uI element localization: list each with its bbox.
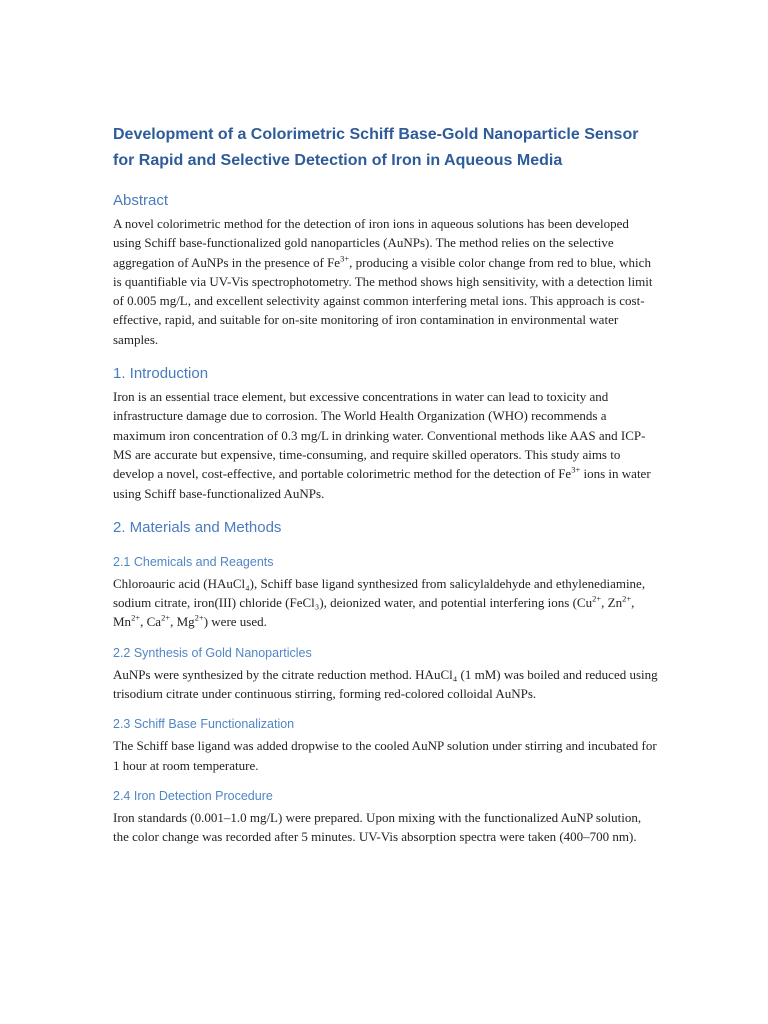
s21-text-d: , Ca bbox=[140, 614, 162, 630]
charge-superscript: 2+ bbox=[131, 613, 141, 624]
section-2-4-heading: 2.4 Iron Detection Procedure bbox=[113, 788, 273, 803]
abstract-heading: Abstract bbox=[113, 192, 169, 209]
s21-text-a: Chloroauric acid (HAuCl₄), Schiff base ligand synthesized from salicylaldehyde and ethylenediamine, sodium citrate, iron(III) chloride (FeCl₃), deionized water, and potential interfering ions (Cu bbox=[113, 575, 646, 611]
section-2-2-heading: 2.2 Synthesis of Gold Nanoparticles bbox=[113, 645, 312, 660]
abstract-text-a: A novel colorimetric method for the detection of iron ions in aqueous solutions has been developed using Schiff base-functionalized gold nanoparticles (AuNPs). The method relies on the selective aggregation of AuNPs in the presence of Fe bbox=[113, 216, 629, 270]
section-2-1-paragraph bbox=[113, 574, 658, 632]
introduction-paragraph bbox=[113, 387, 658, 503]
charge-superscript: 2+ bbox=[592, 593, 602, 604]
intro-text-a: Iron is an essential trace element, but excessive concentrations in water can lead to toxicity and infrastructure damage due to corrosion. The World Health Organization (WHO) recommends a maximum iron concentration of 0.3 mg/L in drinking water. Conventional methods like AAS and ICP-MS are accurate but expensive, time-consuming, and require skilled operators. This study aims to develop a novel, cost-effective, and portable colorimetric method for the detection of Fe bbox=[113, 389, 646, 482]
fe-charge-superscript: 3+ bbox=[340, 253, 350, 264]
section-2-4-paragraph: Iron standards (0.001–1.0 mg/L) were prepared. Upon mixing with the functionalized AuNP solution, the color change was recorded after 5 minutes. UV-Vis absorption spectra were taken (400–700 nm). bbox=[113, 809, 642, 845]
charge-superscript: 2+ bbox=[161, 613, 171, 624]
section-2-2-paragraph: AuNPs were synthesized by the citrate reduction method. HAuCl₄ (1 mM) was boiled and reduced using trisodium citrate under continuous stirring, forming red-colored colloidal AuNPs. bbox=[113, 666, 658, 702]
document-page bbox=[113, 122, 658, 847]
charge-superscript: 2+ bbox=[622, 593, 632, 604]
methods-heading: 2. Materials and Methods bbox=[113, 518, 282, 536]
document-title: Development of a Colorimetric Schiff Base-Gold Nanoparticle Sensor for Rapid and Selective Detection of Iron in Aqueous Media bbox=[113, 126, 639, 169]
s21-text-f: ) were used. bbox=[203, 614, 267, 630]
abstract-paragraph bbox=[113, 214, 658, 349]
intro-text-b: ions in water using Schiff base-functionalized AuNPs. bbox=[113, 466, 651, 501]
fe-charge-superscript: 3+ bbox=[571, 464, 581, 475]
charge-superscript: 2+ bbox=[194, 613, 204, 624]
section-2-3-paragraph: The Schiff base ligand was added dropwise to the cooled AuNP solution under stirring and incubated for 1 hour at room temperature. bbox=[113, 738, 657, 773]
s21-text-b: , Zn bbox=[601, 595, 623, 611]
section-2-1-heading: 2.1 Chemicals and Reagents bbox=[113, 554, 274, 569]
abstract-text-b: , producing a visible color change from red to blue, which is quantifiable via UV-Vis spectrophotometry. The method shows high sensitivity, with a detection limit of 0.005 mg/L, and excellent selectivity against common interfering metal ions. This approach is cost-effective, rapid, and suitable for on-site monitoring of iron contamination in environmental water samples. bbox=[113, 254, 653, 347]
s21-text-e: , Mg bbox=[170, 614, 195, 630]
s21-text-c: , Mn bbox=[113, 595, 635, 630]
section-2-3-heading: 2.3 Schiff Base Functionalization bbox=[113, 717, 295, 732]
introduction-heading: 1. Introduction bbox=[113, 365, 209, 383]
